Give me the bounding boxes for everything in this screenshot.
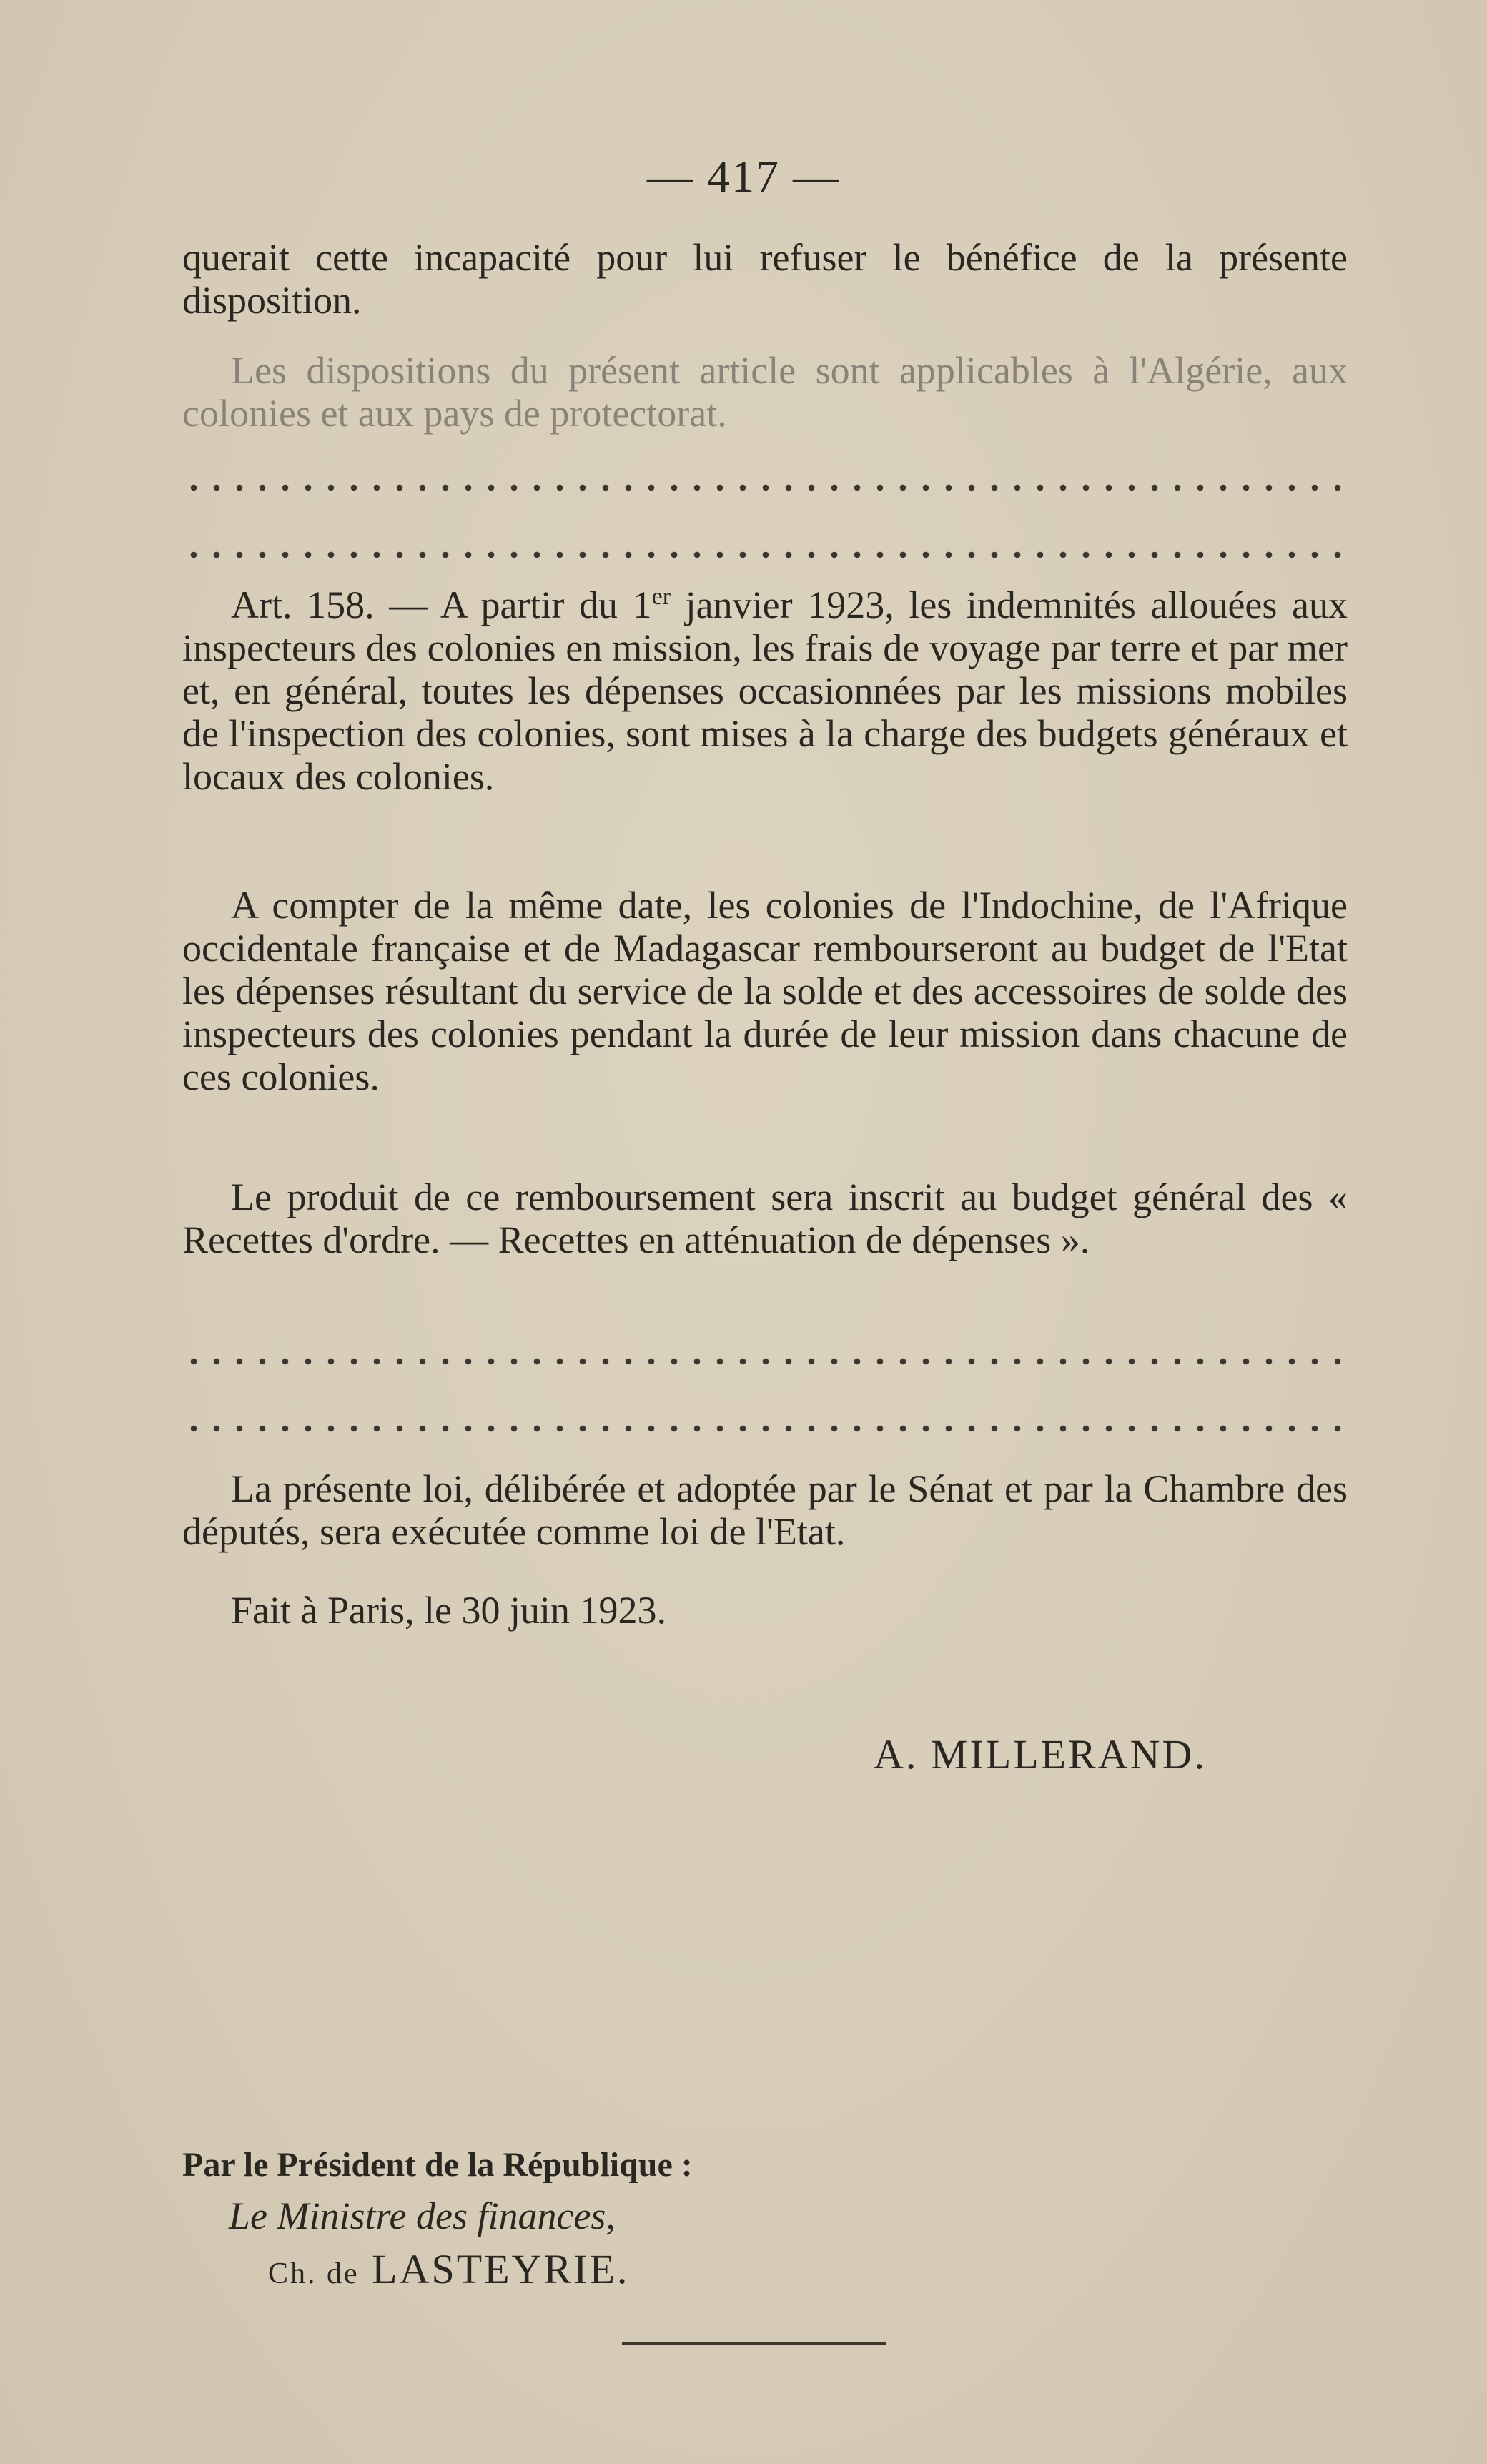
end-rule	[622, 2342, 886, 2345]
paragraph-continuation	[182, 236, 1348, 322]
minister-title: Le Ministre des finances,	[229, 2194, 616, 2237]
ellipsis-line	[182, 1357, 1348, 1366]
paragraph-text: Les dispositions du présent article sont applicables à l'Algérie, aux colonies et aux pays de protectorat.	[182, 349, 1348, 435]
name-surname: LASTEYRIE.	[372, 2246, 630, 2292]
paragraph-text: querait cette incapacité pour lui refuser le bénéfice de la présente disposition.	[182, 236, 1348, 322]
signature-president: A. MILLERAND.	[874, 1731, 1207, 1778]
paragraph-applicability	[182, 349, 1348, 435]
paragraph-text: Fait à Paris, le 30 juin 1923.	[231, 1589, 666, 1632]
minister-name	[268, 2245, 629, 2293]
article-heading: Art. 158. — A partir du 1	[231, 583, 652, 626]
article-body: janvier 1923, les indemnités allouées aux inspecteurs des colonies en mission, les frais de voyage par terre et par mer et, en général, toutes les dépenses occasionnées par les missions mobiles de l'inspection des colonies, sont mises à la charge des budgets généraux et locaux des colonies.	[182, 583, 1348, 798]
paragraph-text	[182, 583, 1348, 798]
ellipsis-line	[182, 1424, 1348, 1433]
page-number: — 417 —	[647, 151, 840, 202]
name-prefix: Ch. de	[268, 2257, 360, 2290]
paragraph-text: Le produit de ce remboursement sera inscrit au budget général des « Recettes d'ordre. — Recettes en atténuation de dépenses ».	[182, 1176, 1348, 1261]
paragraph-text: A compter de la même date, les colonies de l'Indochine, de l'Afrique occidentale française et de Madagascar rembourseront au budget de l'Etat les dépenses résultant du service de la solde et des accessoires de solde des inspecteurs des colonies pendant la durée de leur mission dans chacune de ces colonies.	[182, 884, 1348, 1098]
superscript: er	[651, 583, 671, 610]
paragraph-date	[182, 1589, 1348, 1632]
article-158	[182, 583, 1348, 798]
ellipsis-line	[182, 483, 1348, 492]
countersign-intro: Par le Président de la République :	[182, 2146, 693, 2184]
paragraph-budget	[182, 1176, 1348, 1261]
paragraph-enactment	[182, 1467, 1348, 1553]
ellipsis-line	[182, 551, 1348, 559]
paragraph-reimbursement	[182, 884, 1348, 1098]
paragraph-text: La présente loi, délibérée et adoptée par le Sénat et par la Chambre des députés, sera exécutée comme loi de l'Etat.	[182, 1467, 1348, 1553]
